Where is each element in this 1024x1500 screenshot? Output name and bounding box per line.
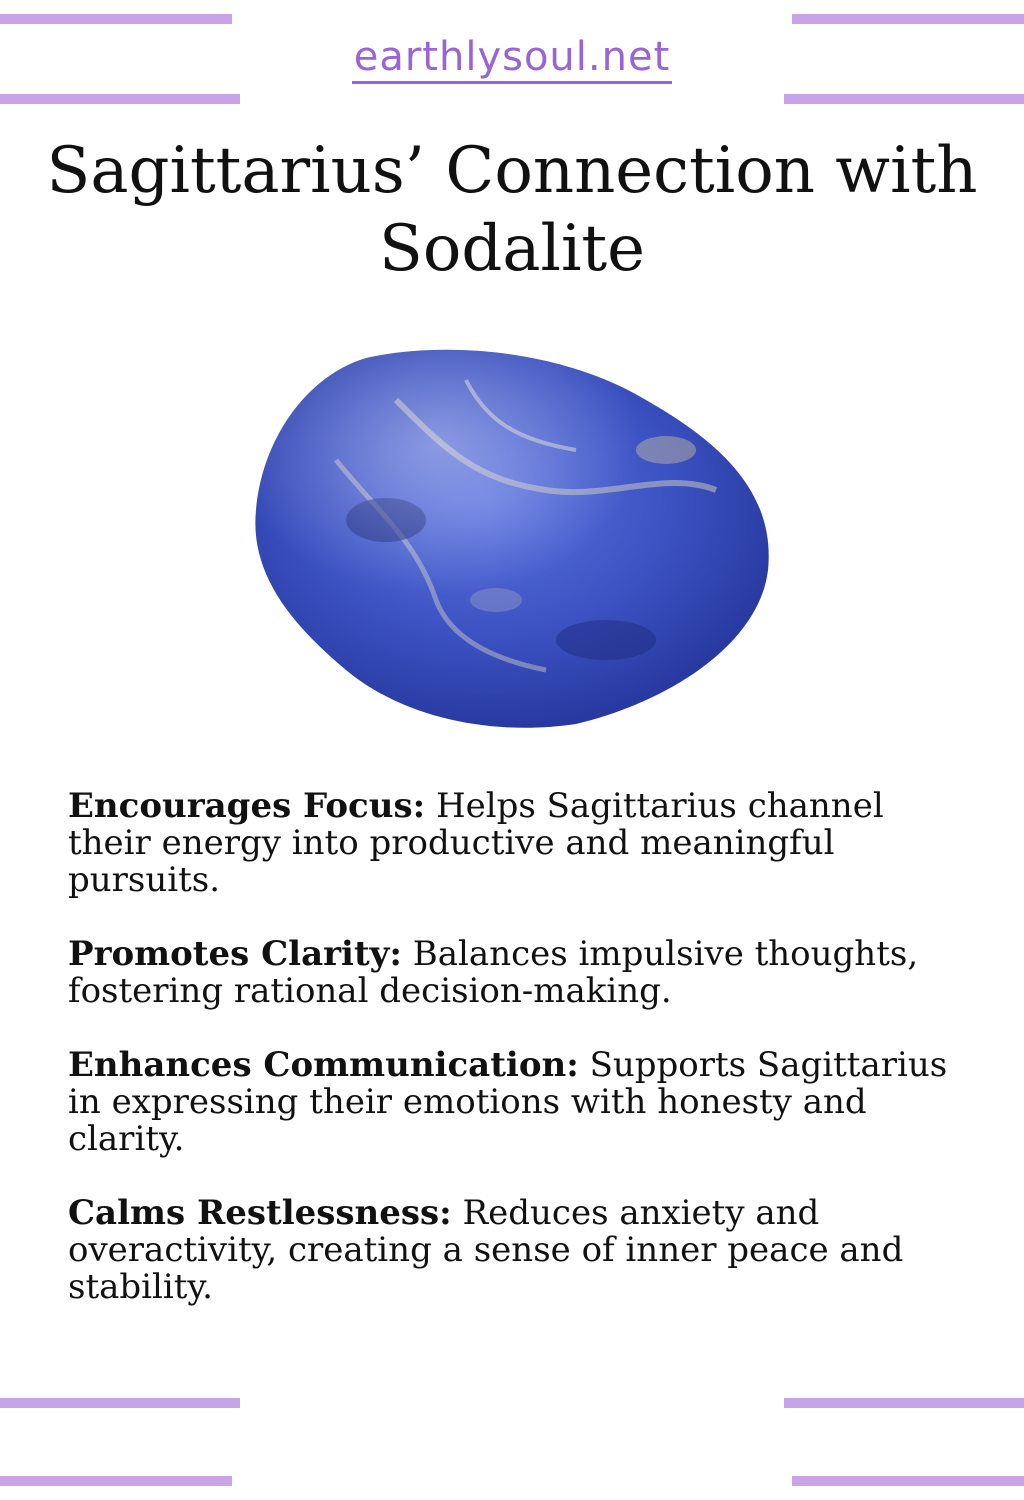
site-logo[interactable]	[0, 34, 1024, 80]
decorative-bar	[792, 1476, 1024, 1486]
point-text: Helps Sagittarius channel their energy into productive and meaningful pursuits.	[68, 786, 884, 900]
sodalite-stone-icon	[246, 340, 778, 734]
decorative-bar	[0, 1398, 240, 1408]
point-text: Balances impulsive thoughts, fostering rational decision-making.	[68, 934, 919, 1011]
logo-text: earthlysoul.net	[352, 34, 673, 84]
point-label: Encourages Focus:	[68, 786, 426, 826]
point-text: Supports Sagittarius in expressing their emotions with honesty and clarity.	[68, 1045, 948, 1159]
list-item	[68, 1195, 958, 1306]
point-text: Reduces anxiety and overactivity, creating a sense of inner peace and stability.	[68, 1193, 904, 1307]
benefits-list	[68, 788, 958, 1343]
decorative-bar	[0, 14, 232, 24]
decorative-bar	[784, 94, 1024, 104]
decorative-bar	[784, 1398, 1024, 1408]
point-label: Enhances Communication:	[68, 1045, 579, 1085]
list-item	[68, 788, 958, 899]
decorative-bar	[0, 1476, 232, 1486]
decorative-bar	[792, 14, 1024, 24]
sodalite-stone-image	[246, 340, 778, 734]
point-label: Calms Restlessness:	[68, 1193, 452, 1233]
decorative-bar	[0, 94, 240, 104]
list-item	[68, 1047, 958, 1158]
list-item	[68, 936, 958, 1010]
point-label: Promotes Clarity:	[68, 934, 402, 974]
page-title: Sagittarius’ Connection with Sodalite	[46, 134, 978, 286]
